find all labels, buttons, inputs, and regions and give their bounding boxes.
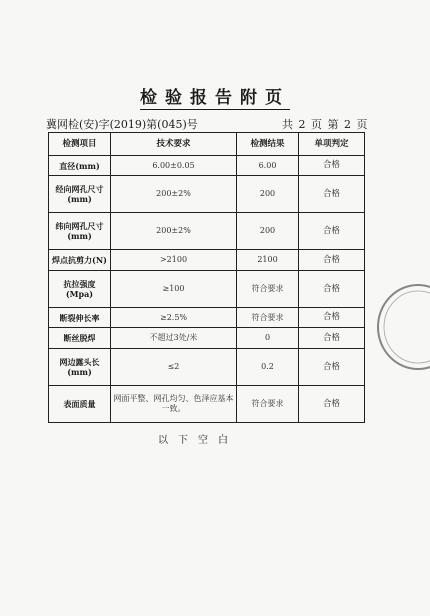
inspection-table [48, 132, 365, 423]
table-row [49, 270, 365, 307]
cell-judgement: 合格 [299, 348, 365, 385]
report-title-text: 检验报告附页 [140, 88, 290, 108]
cell-item: 直径(mm) [49, 156, 111, 176]
cell-requirement: 200±2% [111, 213, 237, 250]
cell-requirement: 不超过3处/米 [111, 328, 237, 348]
cell-requirement: 6.00±0.05 [111, 156, 237, 176]
cell-judgement: 合格 [299, 385, 365, 422]
cell-judgement: 合格 [299, 270, 365, 307]
cell-item: 纬向网孔尺寸(mm) [49, 213, 111, 250]
cell-result: 符合要求 [237, 385, 299, 422]
cell-judgement: 合格 [299, 213, 365, 250]
report-title [0, 83, 430, 108]
table-row [49, 385, 365, 422]
table-row [49, 348, 365, 385]
cell-judgement: 合格 [299, 250, 365, 270]
table-row [49, 213, 365, 250]
cell-requirement: ≥100 [111, 270, 237, 307]
cell-requirement: ≥2.5% [111, 307, 237, 327]
table-row [49, 250, 365, 270]
cell-judgement: 合格 [299, 307, 365, 327]
cell-item: 断裂伸长率 [49, 307, 111, 327]
cell-requirement: >2100 [111, 250, 237, 270]
cell-result: 200 [237, 176, 299, 213]
cell-result: 0 [237, 328, 299, 348]
header-judgement: 单项判定 [299, 133, 365, 156]
table-row [49, 156, 365, 176]
cell-item: 经向网孔尺寸(mm) [49, 176, 111, 213]
inspection-seal [370, 282, 430, 372]
cell-item: 焊点抗剪力(N) [49, 250, 111, 270]
page-info: 共 2 页 第 2 页 [282, 118, 369, 131]
cell-item: 网边露头长(mm) [49, 348, 111, 385]
table-header-row [49, 133, 365, 156]
cell-result: 符合要求 [237, 307, 299, 327]
table-row [49, 176, 365, 213]
cell-result: 符合要求 [237, 270, 299, 307]
cell-requirement: 200±2% [111, 176, 237, 213]
header-result: 检测结果 [237, 133, 299, 156]
cell-result: 200 [237, 213, 299, 250]
cell-item: 断丝脱焊 [49, 328, 111, 348]
cell-requirement: 网面平整、网孔均匀、色泽应基本一致。 [111, 385, 237, 422]
cell-judgement: 合格 [299, 328, 365, 348]
table-row [49, 307, 365, 327]
cell-result: 6.00 [237, 156, 299, 176]
header-requirement: 技术要求 [111, 133, 237, 156]
cell-requirement: ≤2 [111, 348, 237, 385]
table-row [49, 328, 365, 348]
cell-result: 0.2 [237, 348, 299, 385]
cell-item: 表面质量 [49, 385, 111, 422]
cell-result: 2100 [237, 250, 299, 270]
cell-judgement: 合格 [299, 176, 365, 213]
footer-blank-note: 以下空白 [158, 435, 238, 446]
doc-number: 冀网检(安)字(2019)第(045)号 [46, 118, 198, 131]
header-item: 检测项目 [49, 133, 111, 156]
cell-judgement: 合格 [299, 156, 365, 176]
cell-item: 抗拉强度(Mpa) [49, 270, 111, 307]
